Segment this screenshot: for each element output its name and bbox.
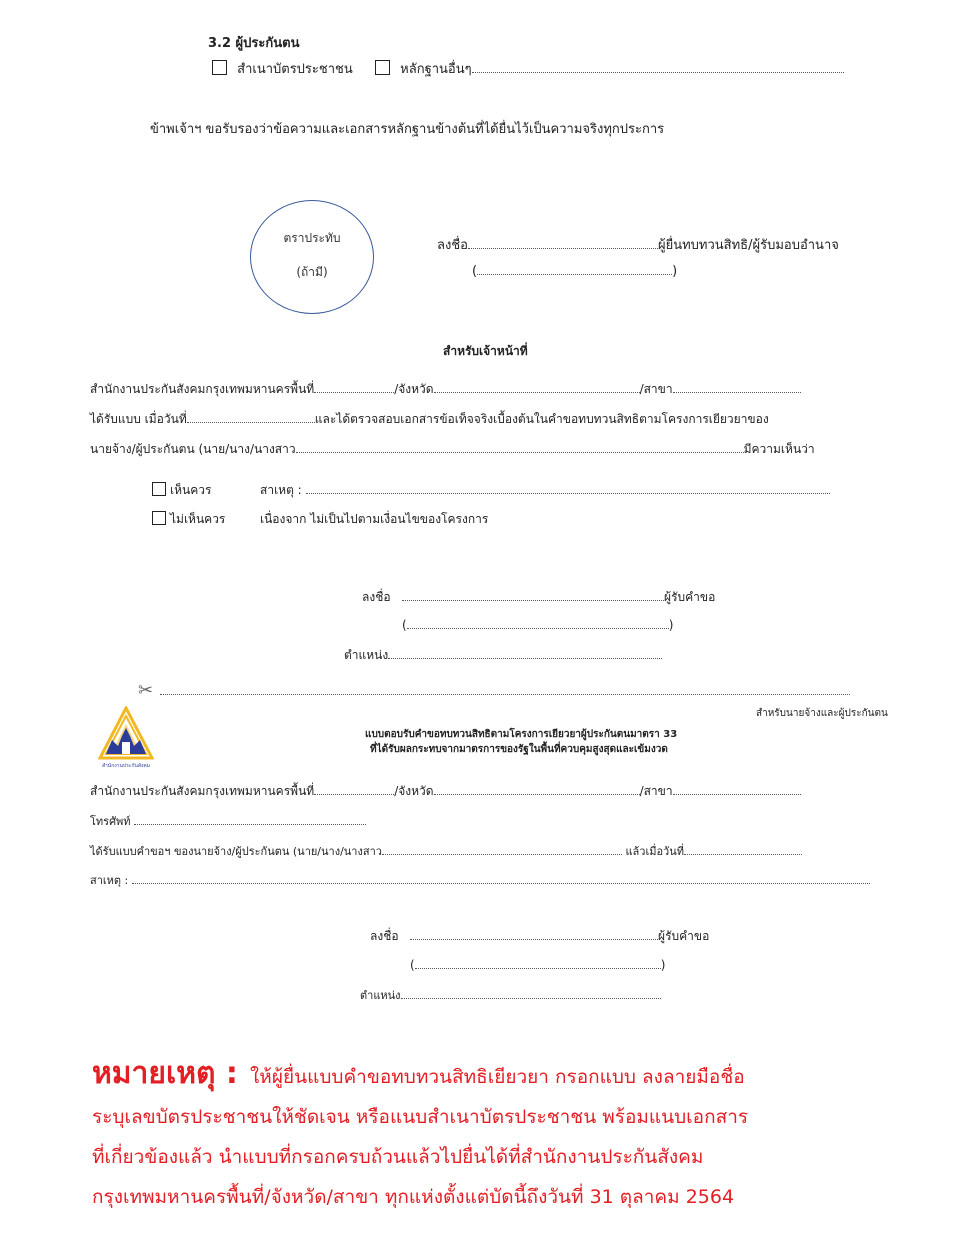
officer-name-row	[402, 616, 673, 632]
branch-label: /สาขา	[639, 382, 673, 396]
receipt-received-row	[90, 842, 802, 860]
receipt-signature-field[interactable]	[410, 927, 658, 940]
office-label: สำนักงานประกันสังคมกรุงเทพมหานครพื้นที่	[90, 784, 315, 798]
receipt-phone-field[interactable]	[134, 812, 366, 825]
received-date-field[interactable]	[187, 410, 315, 423]
stamp-circle	[250, 200, 374, 314]
receipt-office-row	[90, 782, 801, 801]
note-line-2: ระบุเลขบัตรประชาชนให้ชัดเจน หรือแนบสำเนาบัตรประชาชน พร้อมแนบเอกสาร	[92, 1106, 749, 1128]
officer-employer-row	[90, 440, 815, 459]
applicant-signature-field[interactable]	[468, 236, 658, 249]
receipt-phone-row	[90, 812, 366, 830]
opinion-label: มีความเห็นว่า	[743, 442, 815, 456]
officer-position-row	[344, 646, 662, 665]
branch-label: /สาขา	[639, 784, 673, 798]
paren-open: (	[410, 958, 415, 972]
branch-field[interactable]	[673, 380, 801, 393]
office-label: สำนักงานประกันสังคมกรุงเทพมหานครพื้นที่	[90, 382, 315, 396]
reject-row	[152, 510, 488, 529]
sign-label: ลงชื่อ	[437, 238, 468, 253]
approve-label: เห็นควร	[170, 483, 212, 497]
checked-text: และได้ตรวจสอบเอกสารข้อเท็จจริงเบื้องต้นในคำขอทบทวนสิทธิตามโครงการเยียวยาของ	[314, 412, 769, 426]
reason-label: สาเหตุ :	[90, 874, 129, 887]
receipt-signature-row	[370, 927, 709, 946]
section-heading-insured: 3.2 ผู้ประกันตน	[208, 36, 300, 51]
note-title: หมายเหตุ :	[92, 1056, 238, 1091]
officer-signature-field[interactable]	[402, 588, 664, 601]
officer-section-heading: สำหรับเจ้าหน้าที่	[443, 344, 528, 358]
approve-reason-field[interactable]	[306, 481, 830, 494]
receipt-position-row	[360, 986, 661, 1004]
province-label: /จังหวัด	[394, 784, 434, 798]
paren-open: (	[402, 618, 407, 632]
applicant-name-row	[472, 262, 677, 279]
applicant-signature-row	[437, 234, 839, 255]
receipt-reason-row	[90, 871, 870, 889]
receiver-role: ผู้รับคำขอ	[664, 590, 716, 604]
receipt-title-line2: ที่ได้รับผลกระทบจากมาตรการของรัฐในพื้นที่ควบคุมสูงสุดและเข้มงวด	[370, 744, 668, 755]
other-docs-checkbox[interactable]	[375, 60, 390, 75]
other-docs-field[interactable]	[472, 60, 844, 73]
receipt-officer-name-field[interactable]	[415, 956, 661, 969]
reject-label: ไม่เห็นควร	[170, 512, 226, 526]
paren-open: (	[472, 264, 478, 279]
receipt-for-label: สำหรับนายจ้างและผู้ประกันตน	[756, 708, 888, 719]
stamp-optional: (ถ้ามี)	[296, 265, 328, 279]
employer-name-field[interactable]	[296, 440, 744, 453]
receipt-position-field[interactable]	[401, 986, 661, 999]
receipt-title-line1: แบบตอบรับคำขอทบทวนสิทธิตามโครงการเยียวยาผู้ประกันตนมาตรา 33	[365, 729, 678, 740]
note-line-3: ที่เกี่ยวข้องแล้ว นำแบบที่กรอกครบถ้วนแล้วไปยื่นได้ที่สำนักงานประกันสังคม	[92, 1146, 704, 1168]
province-field[interactable]	[434, 380, 640, 393]
employer-label: นายจ้าง/ผู้ประกันตน (นาย/นาง/นางสาว	[90, 442, 296, 456]
receipt-province-field[interactable]	[434, 782, 640, 795]
approve-row	[152, 481, 830, 500]
paren-close: )	[660, 958, 666, 972]
received-date-label: ได้รับแบบ เมื่อวันที่	[90, 412, 187, 426]
officer-name-field[interactable]	[407, 616, 669, 629]
position-label: ตำแหน่ง	[360, 989, 401, 1002]
officer-office-row	[90, 380, 801, 399]
receipt-reason-field[interactable]	[132, 871, 870, 884]
reason-label: สาเหตุ :	[260, 483, 302, 497]
officer-position-field[interactable]	[388, 646, 662, 659]
scissors-icon: ✂	[138, 680, 154, 701]
note-line-1	[92, 1050, 745, 1097]
certification-text: ข้าพเจ้าฯ ขอรับรองว่าข้อความและเอกสารหลักฐานข้างต้นที่ได้ยื่นไว้เป็นความจริงทุกประการ	[150, 122, 665, 137]
received-form-label: ได้รับแบบคำขอฯ ของนายจ้าง/ผู้ประกันตน (นาย/นาง/นางสาว	[90, 845, 382, 858]
id-copy-checkbox[interactable]	[212, 60, 227, 75]
cut-line	[160, 694, 850, 695]
paren-close: )	[672, 264, 678, 279]
receipt-name-row	[410, 956, 665, 972]
note-line-4: กรุงเทพมหานครพื้นที่/จังหวัด/สาขา ทุกแห่งตั้งแต่บัดนี้ถึงวันที่ 31 ตุลาคม 2564	[92, 1186, 735, 1208]
position-label: ตำแหน่ง	[344, 648, 389, 662]
other-docs-label: หลักฐานอื่นๆ	[400, 62, 472, 77]
reject-reason: เนื่องจาก ไม่เป็นไปตามเงื่อนไขของโครงการ	[260, 512, 489, 526]
sso-logo	[98, 706, 154, 768]
reject-checkbox[interactable]	[152, 511, 166, 525]
officer-signature-row	[362, 588, 715, 607]
note-text-1: ให้ผู้ยื่นแบบคำขอทบทวนสิทธิเยียวยา กรอกแบบ ลงลายมือชื่อ	[250, 1066, 745, 1088]
receipt-office-area-field[interactable]	[314, 782, 394, 795]
paren-close: )	[668, 618, 674, 632]
stamp-label: ตราประทับ	[283, 231, 341, 245]
applicant-role: ผู้ยื่นทบทวนสิทธิ/ผู้รับมอบอำนาจ	[657, 238, 839, 253]
id-copy-label: สำเนาบัตรประชาชน	[237, 62, 353, 77]
receipt-date-field[interactable]	[684, 842, 802, 855]
province-label: /จังหวัด	[394, 382, 434, 396]
receipt-branch-field[interactable]	[673, 782, 801, 795]
applicant-name-field[interactable]	[477, 262, 672, 275]
receiver-role: ผู้รับคำขอ	[658, 929, 710, 943]
sign-label: ลงชื่อ	[362, 590, 391, 604]
office-area-field[interactable]	[314, 380, 394, 393]
logo-caption: สำนักงานประกันสังคม	[101, 763, 151, 769]
sign-label: ลงชื่อ	[370, 929, 399, 943]
officer-received-row	[90, 410, 769, 429]
approve-checkbox[interactable]	[152, 482, 166, 496]
receipt-name-field[interactable]	[382, 842, 622, 855]
insured-docs-row	[212, 58, 844, 79]
phone-label: โทรศัพท์	[90, 815, 131, 828]
date-label: แล้วเมื่อวันที่	[625, 845, 685, 858]
